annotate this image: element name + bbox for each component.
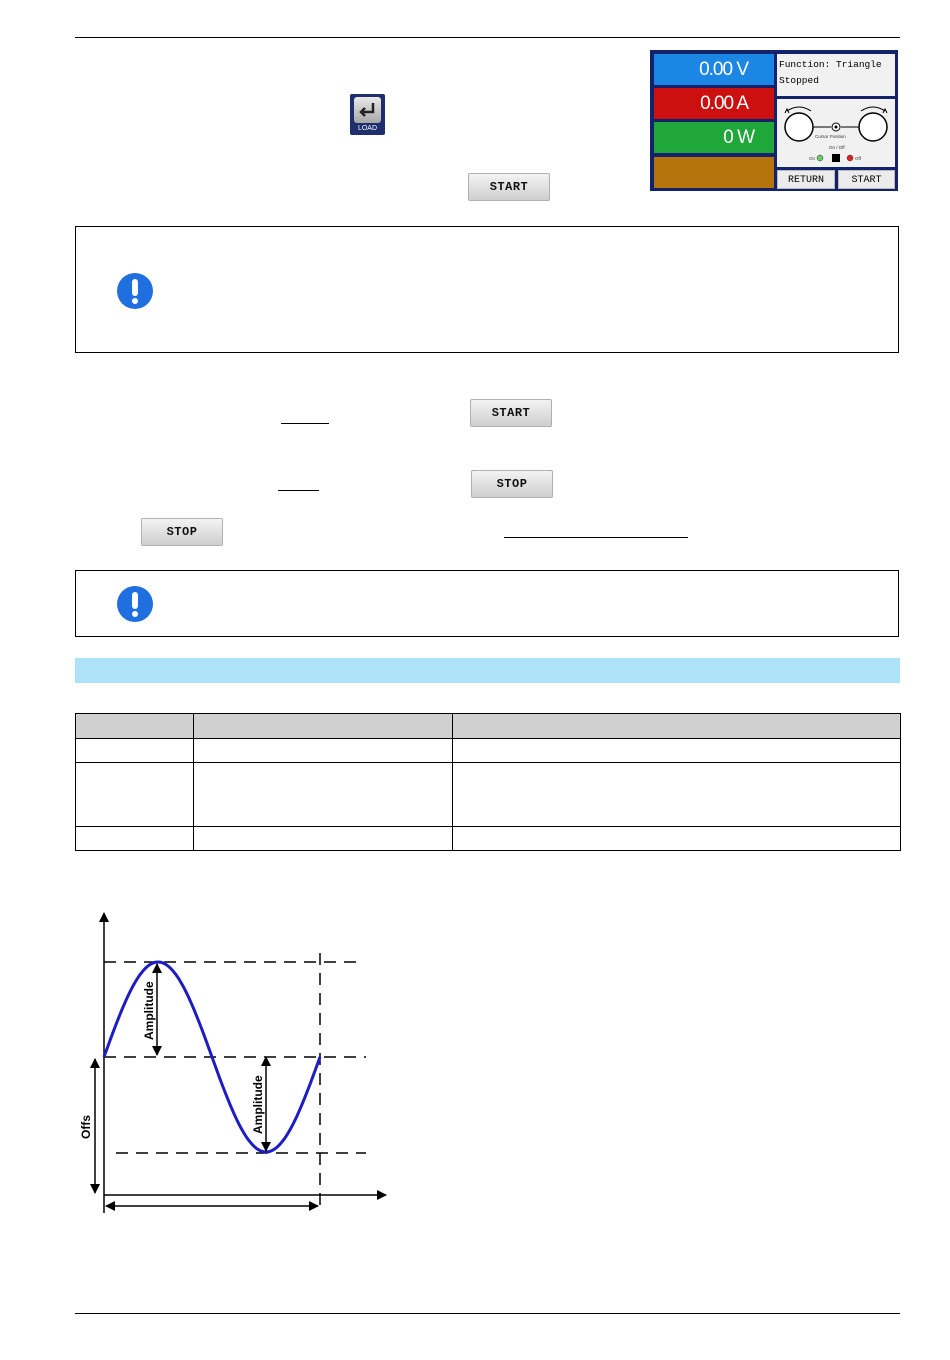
table-cell — [76, 827, 194, 851]
amplitude-label: Amplitude — [251, 1075, 265, 1134]
stop-button[interactable]: STOP — [141, 518, 223, 546]
table-cell — [76, 763, 194, 827]
cursor-position-label: Cursor Position — [815, 134, 846, 139]
table-cell — [194, 763, 453, 827]
header-rule — [75, 37, 900, 38]
text-underline — [278, 490, 319, 491]
table-cell — [76, 739, 194, 763]
parameter-table — [75, 713, 901, 851]
footer-rule — [75, 1313, 900, 1314]
table-cell — [453, 763, 901, 827]
blank-display — [654, 157, 774, 188]
rotary-knobs-icon — [777, 99, 895, 167]
table-header-cell — [76, 714, 194, 739]
note-box — [75, 226, 899, 353]
on-label: On — [809, 156, 816, 161]
off-label: Off — [855, 156, 861, 161]
amplitude-label: Amplitude — [142, 981, 156, 1040]
exclamation-icon — [117, 586, 153, 622]
current-display: 0.00 A — [654, 88, 774, 119]
status-line: Stopped — [779, 75, 819, 86]
power-display: 0 W — [654, 122, 774, 153]
return-screen-button[interactable]: RETURN — [777, 170, 835, 189]
text-underline — [504, 537, 688, 538]
table-cell — [453, 739, 901, 763]
table-cell — [194, 827, 453, 851]
table-row — [76, 739, 901, 763]
section-heading-band — [75, 658, 900, 683]
sine-wave-diagram — [70, 905, 400, 1225]
load-key-label: LOAD — [357, 125, 378, 132]
table-cell — [453, 827, 901, 851]
voltage-display: 0.00 V — [654, 54, 774, 85]
onoff-label: On / Off — [829, 145, 845, 150]
text-underline — [281, 423, 329, 424]
offset-label: Offs — [79, 1115, 93, 1139]
enter-arrow-icon — [354, 97, 381, 123]
start-button[interactable]: START — [470, 399, 552, 427]
function-info-panel — [777, 54, 895, 96]
stop-button[interactable]: STOP — [471, 470, 553, 498]
function-line: Function: Triangle — [779, 59, 882, 70]
knob-panel — [777, 99, 895, 167]
load-key — [350, 94, 385, 135]
table-header-row — [76, 714, 901, 739]
start-screen-button[interactable]: START — [838, 170, 895, 189]
table-row — [76, 763, 901, 827]
exclamation-icon — [117, 273, 153, 309]
table-row — [76, 827, 901, 851]
table-header-cell — [194, 714, 453, 739]
table-cell — [194, 739, 453, 763]
device-screen — [650, 50, 898, 191]
start-button[interactable]: START — [468, 173, 550, 201]
note-box — [75, 570, 899, 637]
table-header-cell — [453, 714, 901, 739]
